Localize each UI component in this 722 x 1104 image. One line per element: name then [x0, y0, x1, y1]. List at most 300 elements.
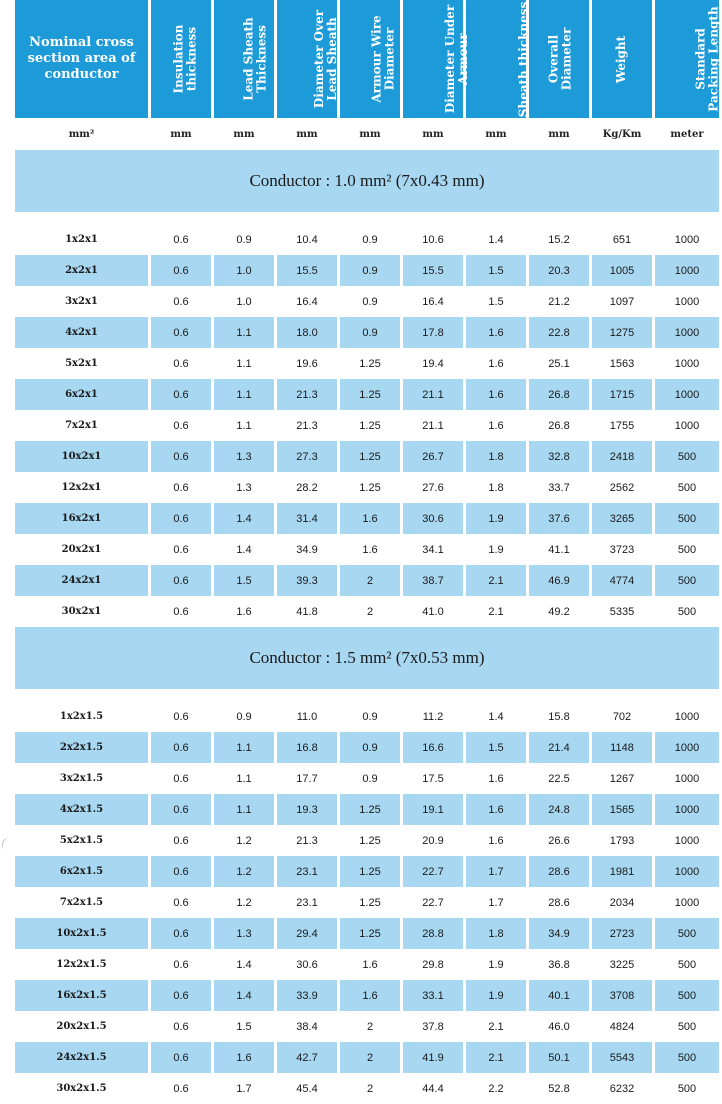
header-line: Sheath thickness [516, 1, 531, 117]
table-cell: 36.8 [548, 958, 570, 971]
table-cell: 11.2 [422, 710, 444, 723]
table-row [15, 224, 719, 255]
table-cell: 10.6 [422, 233, 444, 246]
table-cell: 0.6 [173, 233, 189, 246]
row-label-cell: 1x2x1.5 [59, 711, 104, 722]
table-row [15, 856, 719, 887]
table-cell: 46.9 [529, 565, 589, 596]
table-cell: 1.1 [214, 732, 274, 763]
table-cell: 30.6 [403, 503, 463, 534]
table-cell: 1005 [592, 255, 652, 286]
table-cell: 33.1 [403, 980, 463, 1011]
table-cell: 1.4 [236, 958, 252, 971]
table-cell: 0.6 [151, 565, 211, 596]
table-cell: 1.5 [488, 295, 504, 308]
table-cell: 1.1 [236, 357, 252, 370]
table-cell: 1275 [592, 317, 652, 348]
table-cell: 26.7 [403, 441, 463, 472]
table-cell: 1.1 [214, 379, 274, 410]
table-cell: 0.9 [362, 295, 378, 308]
table-cell: 23.1 [277, 856, 337, 887]
unit-cell: mm² [68, 128, 95, 140]
table-cell: 2.1 [488, 1020, 504, 1033]
table-cell: 500 [655, 503, 719, 534]
table-cell: 1.4 [214, 503, 274, 534]
row-label-cell: 7x2x1.5 [59, 897, 104, 908]
table-cell: 28.6 [548, 896, 570, 909]
table-cell: 49.2 [548, 605, 570, 618]
table-cell: 0.6 [173, 419, 189, 432]
table-row [15, 565, 719, 596]
header-line: Weight [614, 35, 629, 83]
row-label-cell: 3x2x1.5 [59, 773, 104, 784]
table-cell: 40.1 [529, 980, 589, 1011]
table-cell: 500 [655, 918, 719, 949]
header-line: Armour [456, 33, 471, 85]
table-cell: 0.6 [173, 772, 189, 785]
table-cell: 0.6 [151, 503, 211, 534]
header-line: Nominal cross [29, 35, 134, 50]
table-cell: 41.9 [403, 1042, 463, 1073]
table-cell: 1.6 [488, 834, 504, 847]
table-cell: 0.6 [173, 710, 189, 723]
table-cell: 1.7 [488, 896, 504, 909]
table-row [15, 732, 719, 763]
table-cell: 28.8 [403, 918, 463, 949]
table-cell: 1.6 [362, 543, 378, 556]
table-cell: 1.4 [488, 233, 504, 246]
row-label-cell: 16x2x1.5 [15, 980, 148, 1011]
table-cell: 1.5 [466, 255, 526, 286]
table-cell: 1.25 [340, 441, 400, 472]
table-cell: 24.8 [529, 794, 589, 825]
table-cell: 0.6 [151, 317, 211, 348]
table-cell: 26.8 [529, 379, 589, 410]
spacer-cell [15, 689, 719, 701]
table-row [15, 286, 719, 317]
unit-cell: mm [485, 128, 507, 140]
table-cell: 1097 [609, 295, 635, 308]
table-cell: 1000 [655, 317, 719, 348]
table-cell: 32.8 [529, 441, 589, 472]
table-cell: 1000 [674, 357, 700, 370]
row-label-cell: 10x2x1.5 [15, 918, 148, 949]
table-cell: 0.6 [151, 794, 211, 825]
row-label-cell: 30x2x1 [61, 606, 102, 617]
table-cell: 2 [366, 1082, 374, 1095]
table-cell: 16.4 [296, 295, 318, 308]
table-cell: 1000 [674, 834, 700, 847]
spacer-cell [15, 212, 719, 224]
table-cell: 46.0 [548, 1020, 570, 1033]
table-cell: 0.9 [236, 710, 252, 723]
row-label-cell: 6x2x1.5 [15, 856, 148, 887]
table-cell: 2562 [609, 481, 635, 494]
table-cell: 0.9 [362, 710, 378, 723]
table-cell: 2.2 [488, 1082, 504, 1095]
row-label-cell: 4x2x1 [15, 317, 148, 348]
col-header-lead-sheath-thickness [214, 0, 274, 118]
col-header-armour-wire-diameter [340, 0, 400, 118]
table-cell: 1.3 [214, 918, 274, 949]
table-cell: 1000 [674, 295, 700, 308]
table-cell: 702 [612, 710, 632, 723]
table-cell: 1.9 [488, 543, 504, 556]
table-cell: 1.6 [466, 794, 526, 825]
table-cell: 1.5 [214, 565, 274, 596]
table-cell: 2034 [609, 896, 635, 909]
unit-cell: mm [296, 128, 318, 140]
table-cell: 0.6 [173, 481, 189, 494]
table-cell: 1000 [655, 794, 719, 825]
row-label-cell: 1x2x1 [65, 234, 98, 245]
table-cell: 1267 [609, 772, 635, 785]
table-cell: 1565 [592, 794, 652, 825]
table-row [15, 980, 719, 1011]
table-cell: 1.4 [236, 543, 252, 556]
table-cell: 1148 [592, 732, 652, 763]
table-row [15, 825, 719, 856]
table-cell: 0.6 [173, 295, 189, 308]
table-cell: 1000 [655, 379, 719, 410]
table-row [15, 317, 719, 348]
table-cell: 15.8 [548, 710, 570, 723]
table-row [15, 503, 719, 534]
table-row [15, 918, 719, 949]
section-band [15, 627, 719, 689]
table-cell: 0.6 [151, 980, 211, 1011]
unit-cell: mm [548, 128, 570, 140]
table-cell: 17.7 [296, 772, 318, 785]
row-label-cell: 20x2x1 [61, 544, 102, 555]
table-cell: 1793 [609, 834, 635, 847]
table-cell: 16.8 [277, 732, 337, 763]
row-label-cell: 12x2x1.5 [56, 959, 107, 970]
table-row [15, 887, 719, 918]
unit-cell: mm [233, 128, 255, 140]
table-cell: 28.2 [296, 481, 318, 494]
table-cell: 5335 [609, 605, 635, 618]
table-cell: 1.25 [359, 357, 381, 370]
row-label-cell: 7x2x1 [65, 420, 98, 431]
table-cell: 16.6 [403, 732, 463, 763]
units-row [15, 118, 719, 150]
table-cell: 42.7 [277, 1042, 337, 1073]
table-row [15, 348, 719, 379]
table-cell: 1.1 [236, 419, 252, 432]
unit-cell: mm [170, 128, 192, 140]
table-cell: 0.6 [151, 1042, 211, 1073]
table-row [15, 410, 719, 441]
row-label-cell: 16x2x1 [15, 503, 148, 534]
header-line: Lead Sheath [241, 17, 256, 101]
table-cell: 2418 [592, 441, 652, 472]
table-cell: 1.6 [488, 357, 504, 370]
header-line: Thickness [254, 25, 269, 93]
col-header-diameter-under-armour [403, 0, 471, 118]
table-row [15, 794, 719, 825]
header-line: section area of [27, 51, 136, 66]
table-cell: 17.8 [403, 317, 463, 348]
table-cell: 1755 [609, 419, 635, 432]
header-line: Diameter [559, 27, 574, 91]
table-cell: 1.5 [236, 1020, 252, 1033]
table-cell: 2.1 [466, 1042, 526, 1073]
row-label-cell: 2x2x1 [15, 255, 148, 286]
table-body [15, 150, 719, 1104]
table-cell: 500 [655, 565, 719, 596]
table-cell: 1.25 [340, 379, 400, 410]
table-cell: 1.9 [466, 980, 526, 1011]
table-cell: 21.3 [296, 419, 318, 432]
header-line: Overall [546, 34, 561, 84]
table-cell: 1.6 [340, 980, 400, 1011]
table-row [15, 596, 719, 627]
table-cell: 500 [655, 980, 719, 1011]
table-cell: 0.6 [151, 856, 211, 887]
row-label-cell: 4x2x1.5 [15, 794, 148, 825]
unit-cell: meter [670, 128, 704, 140]
header-line: Insulation [171, 24, 186, 94]
table-cell: 34.9 [529, 918, 589, 949]
table-cell: 2.1 [466, 565, 526, 596]
table-cell: 16.4 [422, 295, 444, 308]
header-line: Diameter Under [443, 4, 458, 114]
table-cell: 30.6 [296, 958, 318, 971]
table-cell: 41.0 [422, 605, 444, 618]
table-cell: 3723 [609, 543, 635, 556]
header-line: conductor [44, 67, 119, 82]
col-header-sheath-thickness [466, 0, 531, 118]
table-cell: 3265 [592, 503, 652, 534]
table-cell: 44.4 [422, 1082, 444, 1095]
table-cell: 1000 [655, 856, 719, 887]
table-cell: 1.6 [236, 605, 252, 618]
section-title: Conductor : 1.5 mm² (7x0.53 mm) [15, 627, 719, 689]
table-cell: 29.4 [277, 918, 337, 949]
table-cell: 500 [677, 1020, 697, 1033]
table-cell: 21.4 [529, 732, 589, 763]
table-cell: 1.25 [340, 918, 400, 949]
table-cell: 15.2 [548, 233, 570, 246]
table-cell: 27.6 [422, 481, 444, 494]
row-label-cell: 5x2x1.5 [59, 835, 104, 846]
table-cell: 19.3 [277, 794, 337, 825]
table-cell: 29.8 [422, 958, 444, 971]
table-cell: 0.6 [173, 1020, 189, 1033]
table-cell: 0.6 [151, 255, 211, 286]
table-cell: 22.5 [548, 772, 570, 785]
cable-spec-sheet [15, 0, 722, 1104]
table-cell: 52.8 [548, 1082, 570, 1095]
table-cell: 15.5 [403, 255, 463, 286]
table-cell: 1.8 [466, 441, 526, 472]
table-cell: 19.6 [296, 357, 318, 370]
table-cell: 1.25 [359, 419, 381, 432]
table-cell: 1.3 [236, 481, 252, 494]
table-cell: 31.4 [277, 503, 337, 534]
table-cell: 1563 [609, 357, 635, 370]
row-label-cell: 5x2x1 [65, 358, 98, 369]
row-label-cell: 24x2x1 [15, 565, 148, 596]
table-cell: 26.8 [548, 419, 570, 432]
table-cell: 25.1 [548, 357, 570, 370]
table-cell: 21.2 [548, 295, 570, 308]
table-cell: 0.6 [173, 834, 189, 847]
table-cell: 1981 [592, 856, 652, 887]
table-row [15, 1042, 719, 1073]
table-cell: 1.2 [236, 834, 252, 847]
table-cell: 22.7 [422, 896, 444, 909]
table-cell: 1000 [674, 772, 700, 785]
table-cell: 0.9 [340, 255, 400, 286]
table-cell: 1000 [655, 732, 719, 763]
table-cell: 22.7 [403, 856, 463, 887]
table-cell: 21.1 [422, 419, 444, 432]
header-line: Lead Sheath [325, 17, 340, 101]
table-cell: 1.6 [488, 419, 504, 432]
table-cell: 0.6 [173, 543, 189, 556]
table-cell: 26.6 [548, 834, 570, 847]
table-cell: 1.6 [466, 379, 526, 410]
table-cell: 0.9 [340, 732, 400, 763]
table-cell: 1.25 [359, 481, 381, 494]
col-header-weight [592, 0, 652, 118]
row-label-cell: 12x2x1 [61, 482, 102, 493]
row-label-cell: 20x2x1.5 [56, 1021, 107, 1032]
header-line: Standard [693, 28, 708, 90]
table-cell: 39.3 [277, 565, 337, 596]
table-cell: 1.25 [340, 794, 400, 825]
unit-cell: mm [422, 128, 444, 140]
table-row [15, 1011, 719, 1042]
table-cell: 0.6 [173, 958, 189, 971]
table-cell: 1.1 [236, 772, 252, 785]
table-cell: 500 [677, 481, 697, 494]
unit-cell: mm [359, 128, 381, 140]
section-spacer [15, 212, 719, 224]
table-cell: 0.6 [173, 896, 189, 909]
table-cell: 34.1 [422, 543, 444, 556]
table-cell: 22.8 [529, 317, 589, 348]
table-row [15, 763, 719, 794]
table-row [15, 441, 719, 472]
table-cell: 1.25 [359, 834, 381, 847]
header-line: Diameter [382, 27, 397, 91]
table-row [15, 379, 719, 410]
table-cell: 500 [677, 1082, 697, 1095]
table-cell: 0.6 [173, 605, 189, 618]
col-header-nominal-area [15, 0, 148, 118]
header-line: Packing Length [706, 6, 721, 112]
table-cell: 1000 [655, 255, 719, 286]
table-cell: 21.3 [296, 834, 318, 847]
table-cell: 0.9 [236, 233, 252, 246]
table-cell: 0.6 [173, 357, 189, 370]
table-cell: 1.4 [488, 710, 504, 723]
table-cell: 38.7 [403, 565, 463, 596]
table-cell: 0.6 [151, 918, 211, 949]
col-header-standard-packing-length [655, 0, 719, 118]
table-cell: 34.9 [296, 543, 318, 556]
table-cell: 3708 [592, 980, 652, 1011]
table-cell: 0.6 [151, 379, 211, 410]
table-cell: 1.0 [214, 255, 274, 286]
table-cell: 21.3 [277, 379, 337, 410]
table-row [15, 472, 719, 503]
table-cell: 19.4 [422, 357, 444, 370]
table-cell: 500 [655, 1042, 719, 1073]
table-cell: 2.1 [488, 605, 504, 618]
table-cell: 1.25 [340, 856, 400, 887]
col-header-insulation-thickness [151, 0, 211, 118]
table-cell: 1715 [592, 379, 652, 410]
table-cell: 17.5 [422, 772, 444, 785]
table-cell: 2 [366, 605, 374, 618]
table-row [15, 949, 719, 980]
table-cell: 1000 [674, 233, 700, 246]
table-cell: 33.9 [277, 980, 337, 1011]
table-cell: 1.25 [359, 896, 381, 909]
table-cell: 6232 [609, 1082, 635, 1095]
table-cell: 1.7 [466, 856, 526, 887]
table-cell: 2 [366, 1020, 374, 1033]
table-cell: 2 [340, 1042, 400, 1073]
table-cell: 1.1 [214, 317, 274, 348]
table-cell: 10.4 [296, 233, 318, 246]
table-cell: 2 [340, 565, 400, 596]
table-cell: 1.2 [214, 856, 274, 887]
row-label-cell: 6x2x1 [15, 379, 148, 410]
section-spacer [15, 689, 719, 701]
table-cell: 1000 [674, 419, 700, 432]
table-cell: 38.4 [296, 1020, 318, 1033]
table-cell: 1.2 [236, 896, 252, 909]
table-cell: 1.6 [362, 958, 378, 971]
table-cell: 1.3 [214, 441, 274, 472]
table-cell: 1.6 [214, 1042, 274, 1073]
table-cell: 33.7 [548, 481, 570, 494]
table-cell: 500 [677, 958, 697, 971]
table-cell: 19.1 [403, 794, 463, 825]
table-cell: 1.4 [214, 980, 274, 1011]
table-cell: 27.3 [277, 441, 337, 472]
section-band [15, 150, 719, 212]
table-cell: 651 [612, 233, 632, 246]
table-cell: 1.6 [466, 317, 526, 348]
table-cell: 0.9 [362, 772, 378, 785]
table-cell: 1000 [674, 896, 700, 909]
table-cell: 15.5 [277, 255, 337, 286]
table-cell: 21.1 [403, 379, 463, 410]
table-cell: 11.0 [296, 710, 318, 723]
table-cell: 1.8 [488, 481, 504, 494]
row-label-cell: 10x2x1 [15, 441, 148, 472]
table-cell: 41.8 [296, 605, 318, 618]
table-row [15, 1073, 719, 1104]
table-cell: 28.6 [529, 856, 589, 887]
table-cell: 500 [655, 441, 719, 472]
table-row [15, 534, 719, 565]
table-cell: 45.4 [296, 1082, 318, 1095]
table-cell: 2723 [592, 918, 652, 949]
section-title: Conductor : 1.0 mm² (7x0.43 mm) [15, 150, 719, 212]
table-cell: 500 [677, 605, 697, 618]
col-header-diameter-over-lead-sheath [277, 0, 340, 118]
header-row [15, 0, 719, 118]
table-cell: 20.3 [529, 255, 589, 286]
table-cell: 1.9 [466, 503, 526, 534]
